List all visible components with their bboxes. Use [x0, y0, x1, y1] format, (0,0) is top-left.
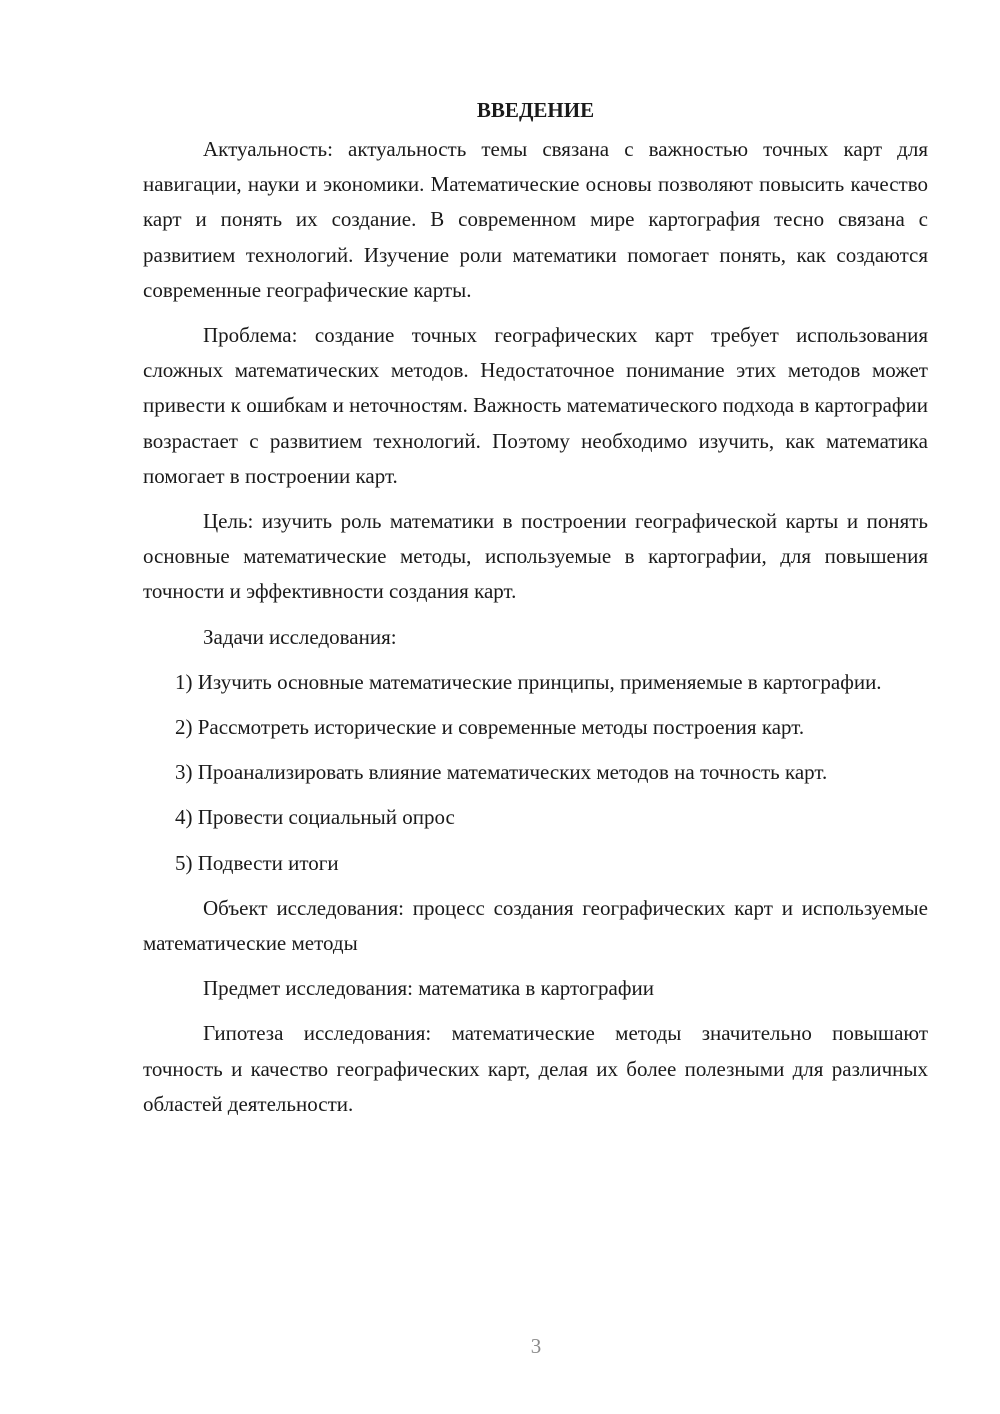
list-item: 3) Проанализировать влияние математических методов на точность карт. — [175, 760, 828, 785]
list-item: 2) Рассмотреть исторические и современные методы построения карт. — [175, 715, 805, 740]
list-item: 4) Провести социальный опрос — [175, 805, 455, 830]
relevance-paragraph: Актуальность: актуальность темы связана с важностью точных карт для навигации, науки и экономики. Математические основы позволяют повысить качество карт и понять их создание. В современном мире картография тесно связана с развитием технологий. Изучение роли математики помогает понять, как создаются современные географические карты. — [143, 137, 928, 302]
page-number: 3 — [530, 1334, 542, 1358]
goal-paragraph: Цель: изучить роль математики в построении географической карты и понять основные математические методы, используемые в картографии, для повышения точности и эффективности создания карт. — [143, 509, 928, 604]
page-title: ВВЕДЕНИЕ — [476, 98, 595, 122]
object-paragraph: Объект исследования: процесс создания географических карт и используемые математические методы — [143, 895, 928, 956]
hypothesis-paragraph: Гипотеза исследования: математические методы значительно повышают точность и качество географических карт, делая их более полезными для различных областей деятельности. — [143, 1021, 928, 1116]
problem-paragraph: Проблема: создание точных географических карт требует использования сложных математических методов. Недостаточное понимание этих методов может привести к ошибкам и неточностям. Важность математического подхода в картографии возрастает с развитием технологий. Поэтому необходимо изучить, как математика помогает в построении карт. — [143, 323, 928, 488]
list-item: 1) Изучить основные математические принципы, применяемые в картографии. — [175, 669, 882, 694]
list-item: 5) Подвести итоги — [175, 850, 339, 875]
document-page — [143, 92, 928, 1132]
tasks-title: Задачи исследования: — [203, 624, 397, 649]
subject-paragraph: Предмет исследования: математика в картографии — [203, 976, 654, 1001]
tasks-list — [143, 665, 928, 881]
